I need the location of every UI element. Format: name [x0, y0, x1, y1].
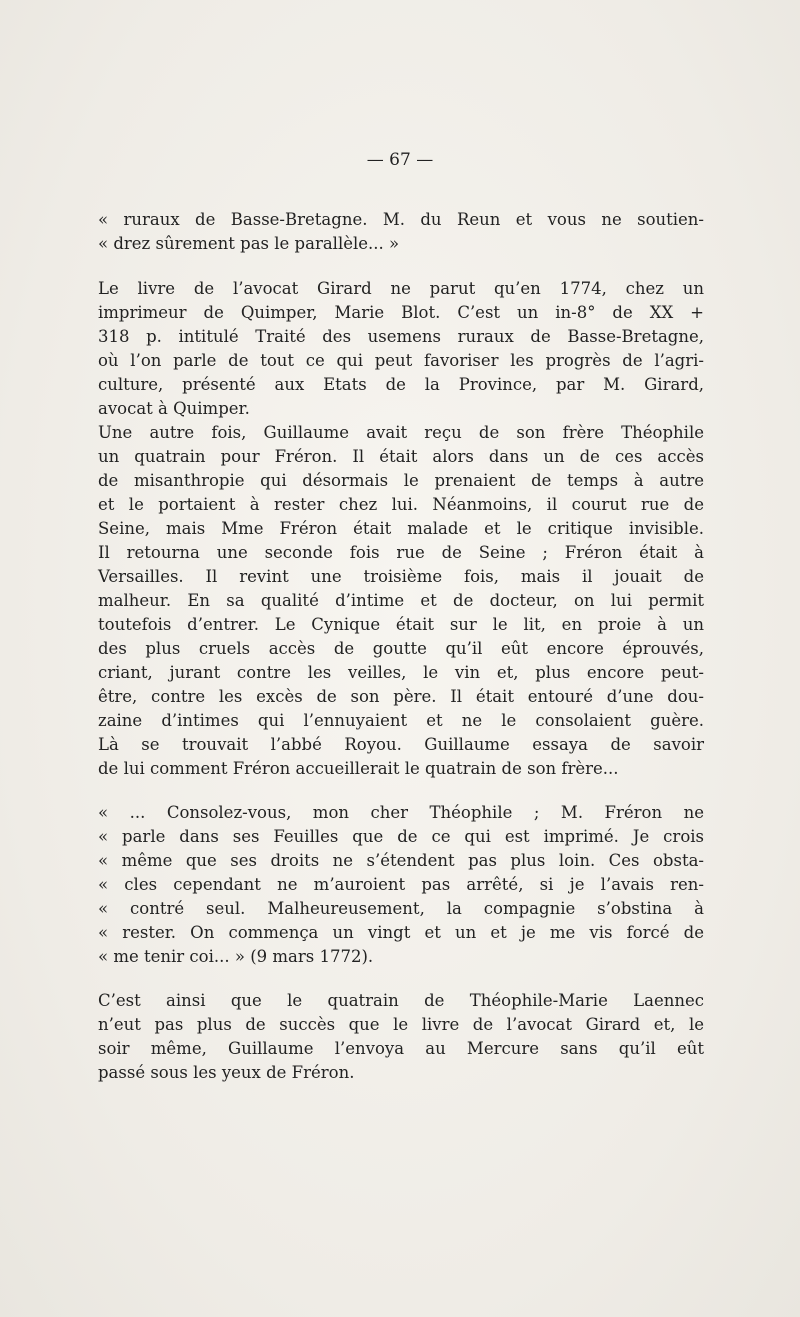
text-line: « rester. On commença un vingt et un et je me vis forcé de: [98, 923, 704, 942]
text-line: « me tenir coi... » (9 mars 1772).: [98, 947, 374, 966]
text-line: Le livre de l’avocat Girard ne parut qu’en 1774, chez un: [98, 279, 704, 298]
text-line: où l’on parle de tout ce qui peut favoriser les progrès de l’agri-: [98, 351, 704, 370]
text-line: imprimeur de Quimper, Marie Blot. C’est un in-8° de XX +: [98, 303, 704, 322]
text-line: de misanthropie qui désormais le prenaient de temps à autre: [98, 471, 704, 490]
text-line: « cles cependant ne m’auroient pas arrêté, si je l’avais ren-: [98, 875, 704, 894]
text-line: « parle dans ses Feuilles que de ce qui est imprimé. Je crois: [98, 827, 704, 846]
text-line: zaine d’intimes qui l’ennuyaient et ne le consolaient guère.: [98, 711, 704, 730]
text-line: « ... Consolez-vous, mon cher Théophile ; M. Fréron ne: [98, 803, 704, 822]
text-line: Là se trouvait l’abbé Royou. Guillaume essaya de savoir: [98, 735, 704, 754]
text-line: avocat à Quimper.: [98, 399, 250, 418]
text-line: Une autre fois, Guillaume avait reçu de son frère Théophile: [98, 423, 704, 442]
text-line: passé sous les yeux de Fréron.: [98, 1063, 355, 1082]
text-line: des plus cruels accès de goutte qu’il eût encore éprouvés,: [98, 639, 704, 658]
page-number: — 67 —: [366, 150, 434, 170]
text-line: C’est ainsi que le quatrain de Théophile-Marie Laennec: [98, 991, 704, 1010]
text-line: soir même, Guillaume l’envoya au Mercure sans qu’il eût: [98, 1039, 704, 1058]
text-line: Il retourna une seconde fois rue de Seine ; Fréron était à: [98, 543, 704, 562]
text-line: 318 p. intitulé Traité des usemens ruraux de Basse-Bretagne,: [98, 327, 704, 346]
text-line: de lui comment Fréron accueillerait le quatrain de son frère...: [98, 759, 619, 778]
text-line: malheur. En sa qualité d’intime et de docteur, on lui permit: [98, 591, 704, 610]
text-line: « drez sûrement pas le parallèle... »: [98, 234, 400, 253]
text-line: Seine, mais Mme Fréron était malade et le critique invisible.: [98, 519, 704, 538]
text-line: criant, jurant contre les veilles, le vin et, plus encore peut-: [98, 663, 704, 682]
text-line: un quatrain pour Fréron. Il était alors dans un de ces accès: [98, 447, 704, 466]
text-line: et le portaient à rester chez lui. Néanmoins, il courut rue de: [98, 495, 704, 514]
text-line: culture, présenté aux Etats de la Province, par M. Girard,: [98, 375, 704, 394]
text-line: « contré seul. Malheureusement, la compagnie s’obstina à: [98, 899, 704, 918]
text-line: « même que ses droits ne s’étendent pas plus loin. Ces obsta-: [98, 851, 704, 870]
text-line: « ruraux de Basse-Bretagne. M. du Reun et vous ne soutien-: [98, 210, 704, 229]
text-line: toutefois d’entrer. Le Cynique était sur le lit, en proie à un: [98, 615, 704, 634]
text-line: n’eut pas plus de succès que le livre de l’avocat Girard et, le: [98, 1015, 704, 1034]
text-line: Versailles. Il revint une troisième fois, mais il jouait de: [98, 567, 704, 586]
text-line: être, contre les excès de son père. Il était entouré d’une dou-: [98, 687, 704, 706]
